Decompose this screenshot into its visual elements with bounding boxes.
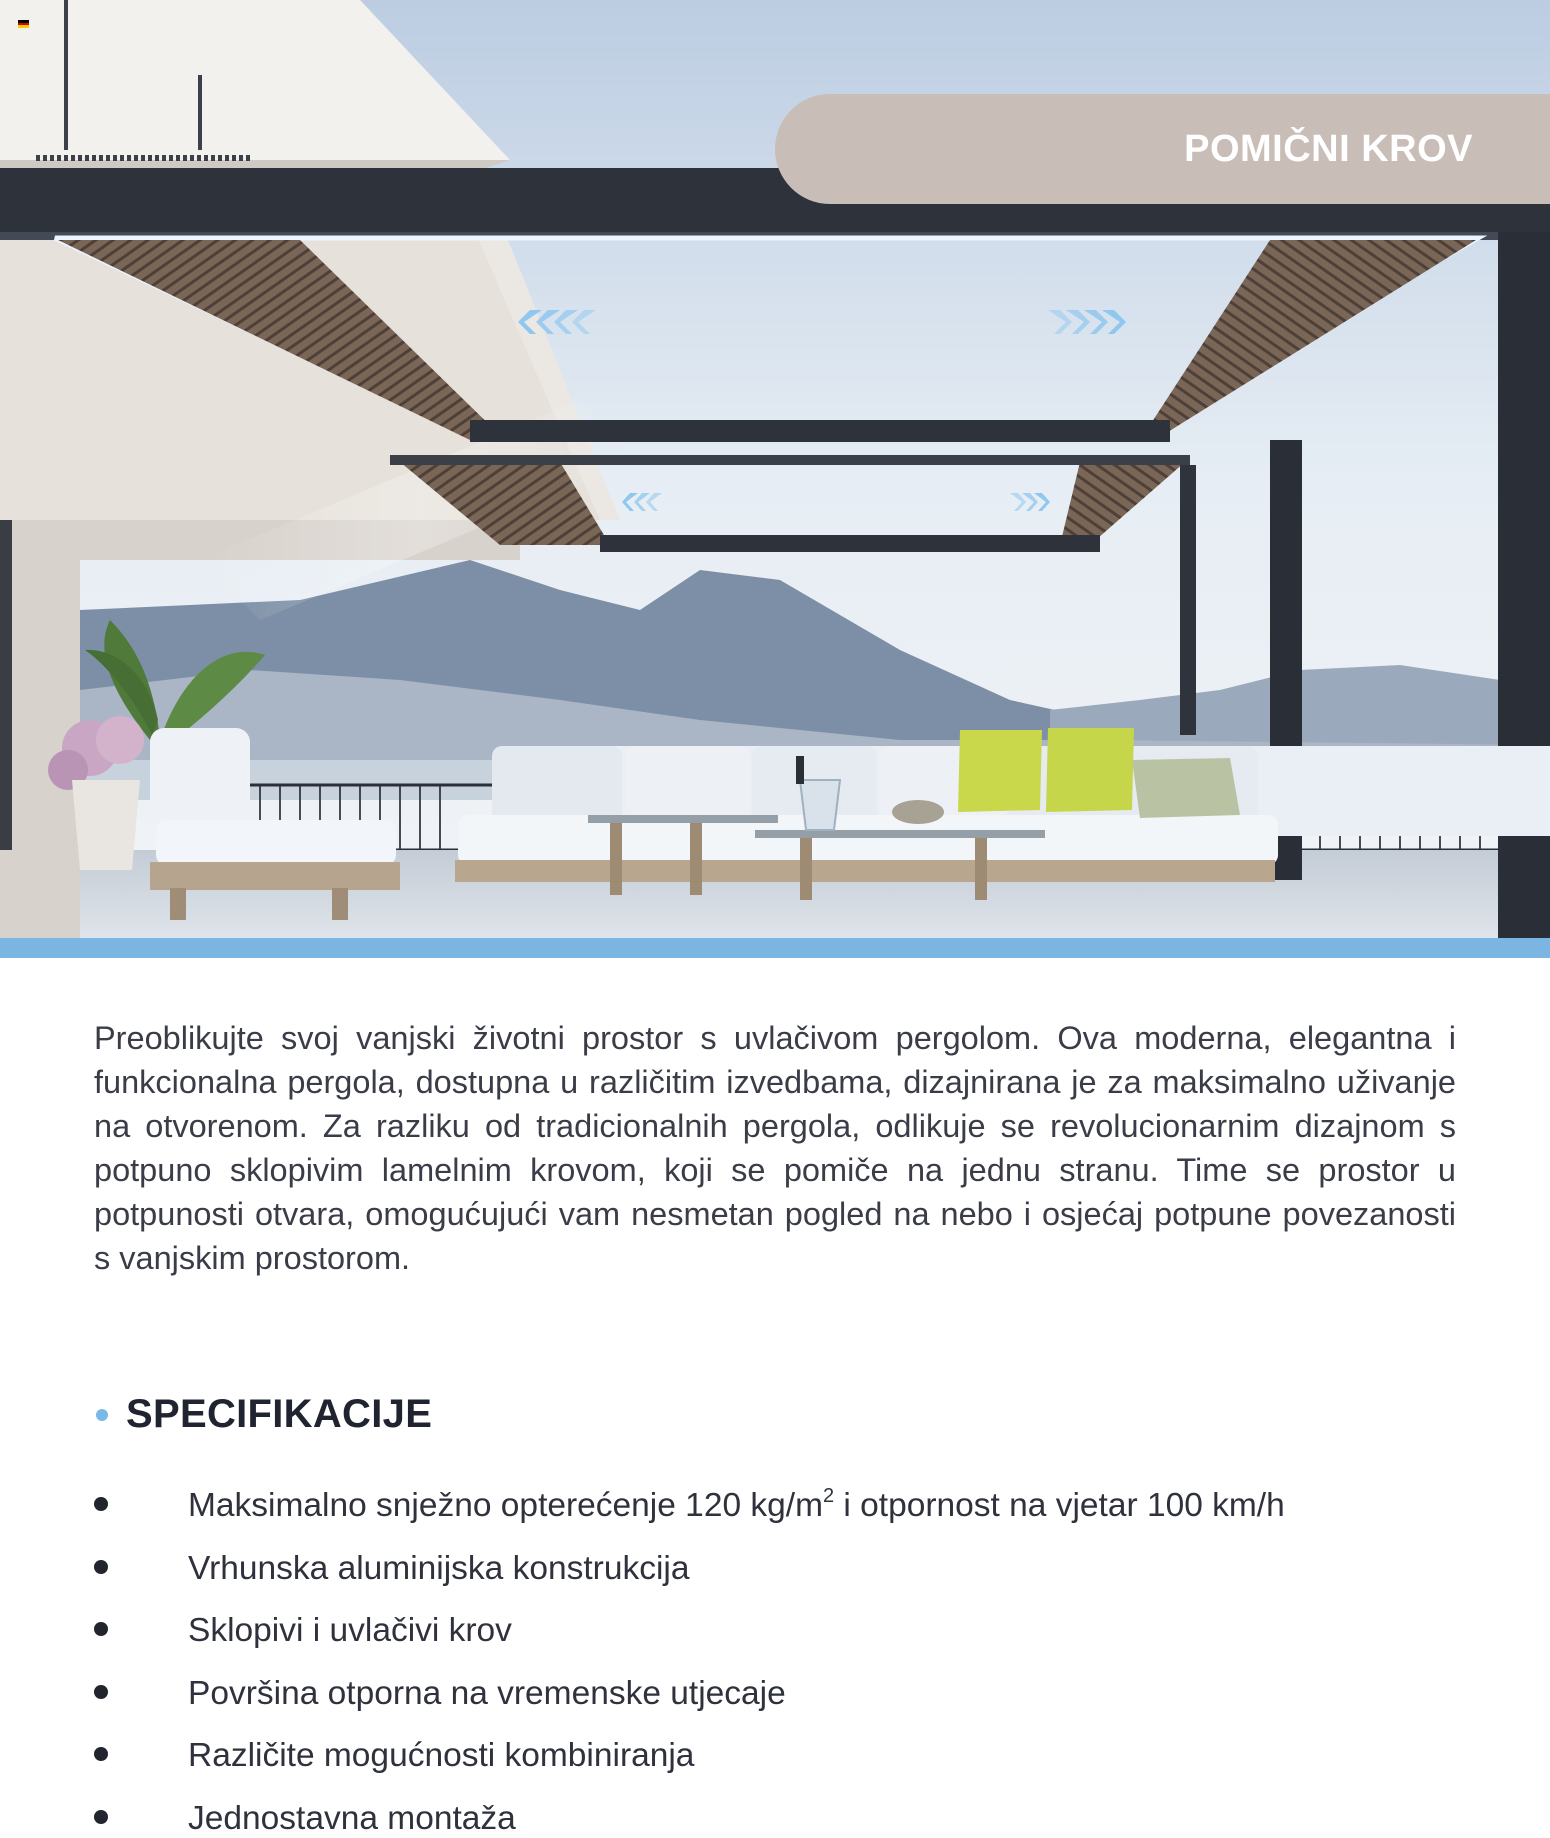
spec-item [94, 1487, 1494, 1550]
spec-item-text: Različite mogućnosti kombiniranja [188, 1737, 695, 1774]
spec-item [94, 1550, 1494, 1613]
bullet-icon [94, 1747, 108, 1761]
bullet-icon [94, 1622, 108, 1636]
section-tag-label: POMIČNI KROV [1184, 128, 1473, 170]
accent-stripe [0, 938, 1550, 958]
intro-paragraph: Preoblikujte svoj vanjski životni prostor s uvlačivom pergolom. Ova moderna, elegantna i funkcionalna pergola, dostupna u različitim izvedbama, dizajnirana je za maksimalno uživanje na otvorenom. Za razliku od tradicionalnih pergola, odlikuje se revolucionarnim dizajnom s potpuno sklopivim lamelnim krovom, koji se pomiče na jednu stranu. Time se prostor u potpunosti otvara, omogućujući vam nesmetan pogled na nebo i osjećaj potpune povezanosti s vanjskim prostorom. [94, 1020, 1456, 1276]
spec-item-text: Vrhunska aluminijska konstrukcija [188, 1549, 690, 1587]
bullet-icon [94, 1685, 108, 1699]
spec-item [94, 1675, 1494, 1738]
flag-stripe-3 [18, 25, 29, 28]
spec-item-text: Sklopivi i uvlačivi krov [188, 1612, 512, 1649]
bullet-icon [94, 1497, 108, 1511]
spec-item [94, 1612, 1494, 1675]
specs-heading [96, 1386, 432, 1442]
spec-item-text: Jednostavna montaža [188, 1799, 516, 1837]
spec-item [94, 1737, 1494, 1800]
specs-title: SPECIFIKACIJE [126, 1391, 433, 1436]
spec-item [94, 1800, 1494, 1838]
bullet-icon [94, 1560, 108, 1574]
spec-item-text: Maksimalno snježno opterećenje 120 $kg/m^2$ i otpornost na vjetar 100 km/h [188, 1485, 1285, 1524]
spec-item-text: Površina otporna na vremenske utjecaje [188, 1674, 786, 1712]
bullet-icon [94, 1810, 108, 1824]
section-tag [775, 94, 1550, 204]
flag-icon [18, 20, 29, 28]
specs-list [94, 1487, 1494, 1838]
heading-dot-icon [96, 1409, 108, 1421]
